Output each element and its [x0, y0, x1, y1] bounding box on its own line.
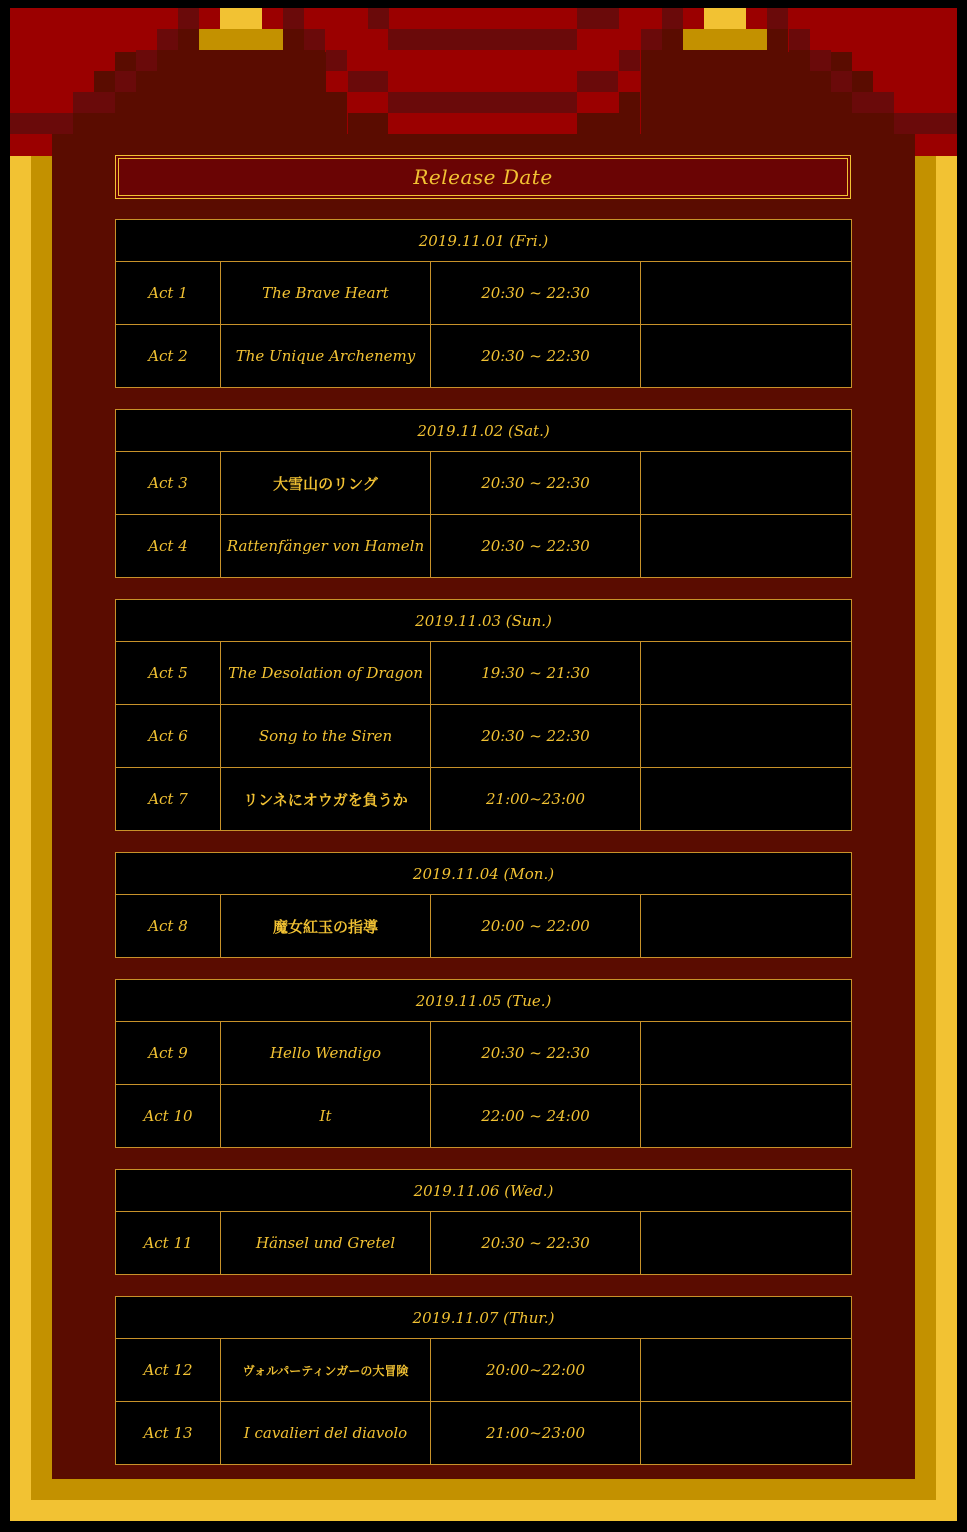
table-row	[116, 325, 852, 388]
table-row	[116, 1402, 852, 1465]
day-table	[115, 219, 852, 388]
date-heading: 2019.11.04 (Mon.)	[116, 853, 852, 895]
act-title: I cavalieri del diavolo	[221, 1402, 431, 1465]
frame-block	[10, 150, 31, 1521]
frame-block	[388, 29, 577, 50]
frame-block	[577, 29, 619, 71]
act-title: Hello Wendigo	[221, 1022, 431, 1085]
act-number: Act 12	[116, 1339, 221, 1402]
empty-cell	[641, 515, 852, 578]
act-number: Act 10	[116, 1085, 221, 1148]
act-title: 魔女紅玉の指導	[221, 895, 431, 958]
act-number: Act 8	[116, 895, 221, 958]
table-row	[116, 1022, 852, 1085]
frame-block	[199, 29, 283, 50]
date-heading: 2019.11.02 (Sat.)	[116, 410, 852, 452]
act-time: 20:30 ~ 22:30	[431, 705, 641, 768]
table-row	[116, 1212, 852, 1275]
empty-cell	[641, 768, 852, 831]
table-row	[116, 1339, 852, 1402]
frame-block	[662, 29, 683, 156]
act-number: Act 1	[116, 262, 221, 325]
frame-block	[94, 8, 115, 71]
day-table	[115, 1169, 852, 1275]
frame-block	[304, 29, 325, 50]
frame-block	[73, 113, 115, 156]
empty-cell	[641, 1339, 852, 1402]
frame-block	[304, 50, 325, 156]
frame-block	[73, 8, 94, 92]
table-row	[116, 452, 852, 515]
act-title: It	[221, 1085, 431, 1148]
act-number: Act 13	[116, 1402, 221, 1465]
frame-block	[10, 113, 73, 134]
act-title: Rattenfänger von Hameln	[221, 515, 431, 578]
frame-block	[767, 8, 788, 29]
frame-block	[894, 113, 957, 134]
frame-block	[831, 8, 852, 50]
table-row	[116, 642, 852, 705]
act-number: Act 6	[116, 705, 221, 768]
table-row	[116, 705, 852, 768]
table-row	[116, 768, 852, 831]
act-title: ヴォルパーティンガーの大冒険	[221, 1339, 431, 1402]
date-row	[116, 220, 852, 262]
table-row	[116, 895, 852, 958]
frame-block	[810, 50, 831, 71]
act-time: 20:30 ~ 22:30	[431, 325, 641, 388]
date-row	[116, 853, 852, 895]
date-heading: 2019.11.06 (Wed.)	[116, 1170, 852, 1212]
frame-block	[388, 92, 577, 113]
empty-cell	[641, 1085, 852, 1148]
act-number: Act 9	[116, 1022, 221, 1085]
frame-block	[767, 29, 788, 156]
frame-block	[283, 29, 304, 156]
empty-cell	[641, 1212, 852, 1275]
frame-block	[852, 8, 873, 71]
frame-block	[619, 92, 640, 156]
frame-block	[704, 8, 746, 29]
frame-block	[789, 29, 810, 50]
act-time: 20:30 ~ 22:30	[431, 1212, 641, 1275]
empty-cell	[641, 705, 852, 768]
title-banner	[115, 155, 851, 199]
day-table	[115, 409, 852, 578]
frame-block	[662, 8, 683, 29]
day-table	[115, 979, 852, 1148]
act-time: 20:00~22:00	[431, 1339, 641, 1402]
frame-block	[852, 92, 894, 113]
frame-block	[388, 113, 577, 134]
act-title: 大雪山のリング	[221, 452, 431, 515]
frame-block	[73, 92, 115, 113]
act-title: Song to the Siren	[221, 705, 431, 768]
table-row	[116, 262, 852, 325]
frame-block	[831, 92, 852, 156]
act-title: The Brave Heart	[221, 262, 431, 325]
frame-block	[136, 71, 157, 156]
empty-cell	[641, 1022, 852, 1085]
date-heading: 2019.11.07 (Thur.)	[116, 1297, 852, 1339]
frame-block	[178, 29, 199, 156]
date-row	[116, 410, 852, 452]
act-time: 20:00 ~ 22:00	[431, 895, 641, 958]
page-title: Release Date	[413, 165, 553, 189]
frame-block	[683, 29, 767, 50]
empty-cell	[641, 1402, 852, 1465]
frame-block	[894, 8, 915, 113]
frame-block	[283, 8, 304, 29]
frame-block	[873, 8, 894, 92]
table-row	[116, 515, 852, 578]
frame-block	[326, 92, 347, 156]
act-title: リンネにオウガを負うか	[221, 768, 431, 831]
act-number: Act 3	[116, 452, 221, 515]
act-number: Act 5	[116, 642, 221, 705]
act-number: Act 4	[116, 515, 221, 578]
frame-block	[157, 50, 178, 156]
date-heading: 2019.11.03 (Sun.)	[116, 600, 852, 642]
frame-block	[852, 113, 894, 156]
frame-block	[115, 8, 136, 50]
frame-block	[115, 71, 136, 92]
empty-cell	[641, 325, 852, 388]
act-number: Act 11	[116, 1212, 221, 1275]
act-number: Act 2	[116, 325, 221, 388]
act-time: 20:30 ~ 22:30	[431, 452, 641, 515]
frame-block	[388, 134, 577, 156]
frame-block	[936, 150, 957, 1521]
frame-block	[388, 50, 577, 92]
schedule-list	[115, 219, 851, 1465]
date-row	[116, 600, 852, 642]
frame-block	[810, 71, 831, 156]
empty-cell	[641, 262, 852, 325]
day-table	[115, 599, 852, 831]
frame-block	[136, 8, 157, 29]
act-time: 22:00 ~ 24:00	[431, 1085, 641, 1148]
act-time: 19:30 ~ 21:30	[431, 642, 641, 705]
frame-block	[619, 50, 640, 71]
day-table	[115, 852, 852, 958]
release-panel	[115, 155, 851, 1486]
act-number: Act 7	[116, 768, 221, 831]
table-row	[116, 1085, 852, 1148]
act-time: 21:00~23:00	[431, 1402, 641, 1465]
empty-cell	[641, 642, 852, 705]
frame-block	[136, 50, 157, 71]
frame-block	[831, 71, 852, 92]
act-title: The Unique Archenemy	[221, 325, 431, 388]
act-time: 20:30 ~ 22:30	[431, 515, 641, 578]
frame-block	[348, 113, 388, 156]
frame-block	[348, 71, 389, 92]
empty-cell	[641, 452, 852, 515]
frame-block	[789, 50, 810, 156]
frame-block	[157, 29, 178, 50]
empty-cell	[641, 895, 852, 958]
frame-block	[577, 8, 619, 29]
frame-block	[577, 71, 618, 92]
date-heading: 2019.11.01 (Fri.)	[116, 220, 852, 262]
frame-block	[368, 8, 389, 29]
frame-block	[915, 150, 936, 1500]
frame-block	[641, 50, 662, 156]
frame-block	[220, 8, 262, 29]
frame-block	[178, 8, 199, 29]
frame-block	[31, 150, 52, 1500]
act-title: The Desolation of Dragon	[221, 642, 431, 705]
date-heading: 2019.11.05 (Tue.)	[116, 980, 852, 1022]
frame-block	[641, 29, 662, 50]
frame-block	[577, 113, 619, 156]
act-time: 20:30 ~ 22:30	[431, 262, 641, 325]
frame-block	[348, 29, 388, 71]
frame-block	[810, 8, 831, 29]
day-table	[115, 1296, 852, 1465]
date-row	[116, 1297, 852, 1339]
frame-block	[326, 50, 347, 71]
frame-block	[10, 1500, 957, 1521]
frame-block	[115, 92, 136, 156]
frame-block	[52, 8, 73, 113]
act-time: 20:30 ~ 22:30	[431, 1022, 641, 1085]
date-row	[116, 980, 852, 1022]
act-title: Hänsel und Gretel	[221, 1212, 431, 1275]
act-time: 21:00~23:00	[431, 768, 641, 831]
date-row	[116, 1170, 852, 1212]
